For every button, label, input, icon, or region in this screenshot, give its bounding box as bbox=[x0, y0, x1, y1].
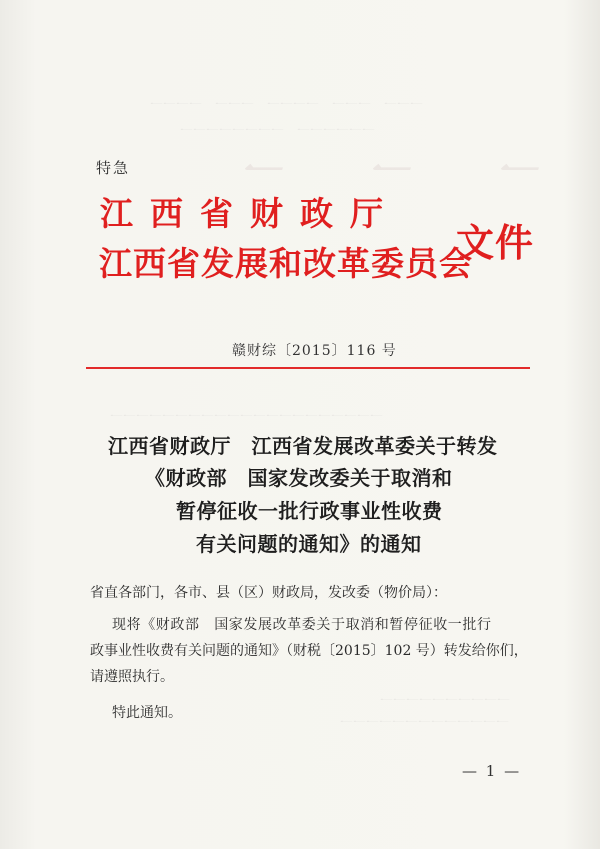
issuer-development-commission: 江西省发展和改革委员会 bbox=[99, 244, 473, 283]
document-type-label: 文件 bbox=[456, 220, 535, 265]
body-line-1: 现将《财政部 国家发展改革委关于取消和暂停征收一批行 bbox=[112, 617, 492, 633]
title-line-4: 有关问题的通知》的通知 bbox=[196, 532, 422, 556]
title-line-3: 暂停征收一批行政事业性收费 bbox=[176, 499, 443, 523]
document-number: 赣财综〔2015〕116 号 bbox=[232, 343, 397, 359]
bleed-through-text: 一一一一一一 一一一一一一一一 bbox=[180, 124, 376, 139]
title-line-1: 江西省财政厅 江西省发展改革委关于转发 bbox=[108, 434, 498, 458]
closing-line: 特此通知。 bbox=[112, 705, 182, 721]
urgency-label: 特急 bbox=[96, 159, 131, 177]
bleed-through-text: 一一一 一一一 一一一一 一一一 一一一一 bbox=[150, 98, 424, 113]
title-line-2: 《财政部 国家发改委关于取消和 bbox=[145, 466, 453, 490]
issuer-finance-dept: 江西省财政厅 bbox=[100, 194, 400, 233]
body-line-3: 请遵照执行。 bbox=[90, 669, 174, 685]
page-number: — 1 — bbox=[462, 762, 522, 780]
body-line-2: 政事业性收费有关问题的通知》（财税〔2015〕102 号）转发给你们， bbox=[90, 643, 528, 659]
bleed-through-text: 一一一一一一一一一一一一一一一一一一一一一 bbox=[110, 410, 384, 425]
bleed-through-text: 一一一一一一一一一一 bbox=[380, 694, 511, 709]
bleed-through-heading: 一 一 一 bbox=[220, 148, 540, 195]
red-separator-rule bbox=[86, 367, 530, 369]
bleed-through-text: 一一一一一一一一一一一一一 bbox=[340, 716, 510, 731]
recipients-line: 省直各部门，各市、县（区）财政局，发改委（物价局）： bbox=[90, 585, 447, 601]
